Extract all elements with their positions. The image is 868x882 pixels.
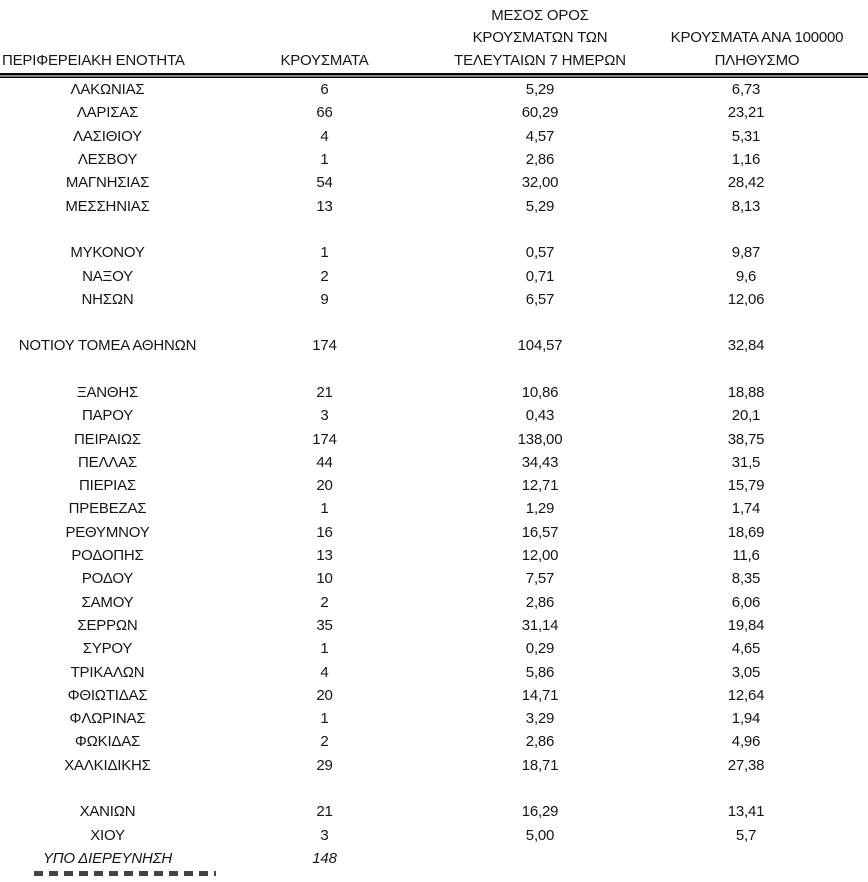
avg7-value: 5,00 (525, 826, 555, 844)
avg7-value: 0,57 (525, 244, 555, 262)
truncated-row-fragment (34, 871, 216, 876)
cases-value: 21 (316, 384, 333, 401)
avg7-value: 5,86 (525, 663, 555, 681)
per100k-value: 9,87 (731, 244, 761, 262)
cases-value: 2 (320, 733, 329, 751)
per100k-value: 38,75 (727, 430, 765, 448)
table-row (0, 78, 868, 101)
table-row (0, 637, 868, 660)
table-row (0, 194, 868, 217)
per100k-value: 13,41 (727, 803, 765, 821)
avg7-value: 5,29 (525, 81, 555, 99)
table-row (0, 707, 868, 730)
per100k-value: 5,31 (731, 127, 761, 145)
table-row (0, 474, 868, 497)
cases-value: 9 (320, 290, 329, 308)
table-row (0, 288, 868, 311)
per100k-value: 12,64 (727, 686, 765, 704)
per100k-value: 28,42 (727, 174, 765, 192)
table-header (0, 0, 868, 73)
cases-value: 174 (312, 337, 337, 355)
column-header-label-line: ΜΕΣΟΣ ΟΡΟΣ (491, 6, 589, 24)
region-name: ΠΡΕΒΕΖΑΣ (68, 500, 147, 518)
region-name: ΛΑΚΩΝΙΑΣ (70, 81, 145, 99)
region-name: ΤΡΙΚΑΛΩΝ (70, 663, 145, 681)
avg7-value: 138,00 (517, 430, 563, 448)
column-header-cases (215, 0, 434, 73)
region-name: ΝΗΣΩΝ (81, 290, 134, 308)
avg7-value: 4,57 (525, 127, 555, 145)
region-name: ΣΥΡΟΥ (82, 640, 133, 658)
cases-value: 1 (320, 151, 329, 169)
cases-value: 44 (316, 453, 333, 471)
table-row (0, 684, 868, 707)
per100k-value: 1,16 (731, 151, 761, 169)
per100k-value: 19,84 (727, 616, 765, 634)
region-name: ΥΠΟ ΔΙΕΡΕΥΝΗΣΗ (42, 849, 173, 867)
avg7-value: 2,86 (525, 151, 555, 169)
per100k-value: 11,6 (732, 547, 760, 565)
per100k-value: 6,73 (731, 81, 761, 99)
column-header-regional-unit (0, 0, 215, 73)
cases-value: 174 (312, 430, 337, 448)
per100k-value: 4,65 (731, 640, 761, 658)
cases-value: 13 (316, 197, 333, 215)
region-name: ΧΑΛΚΙΔΙΚΗΣ (64, 756, 151, 774)
region-name: ΠΑΡΟΥ (81, 407, 134, 425)
region-name: ΦΘΙΩΤΙΔΑΣ (67, 686, 148, 704)
per100k-value: 5,7 (735, 826, 757, 844)
table-row (0, 264, 868, 287)
table-row (0, 148, 868, 171)
avg7-value: 2,86 (525, 733, 555, 751)
per100k-value: 18,69 (727, 523, 765, 541)
spacer-row (0, 218, 868, 241)
per100k-value: 18,88 (727, 384, 765, 401)
table-row (0, 660, 868, 683)
avg7-value: 5,29 (525, 197, 555, 215)
region-name: ΦΩΚΙΔΑΣ (74, 733, 141, 751)
table-row (0, 544, 868, 567)
avg7-value: 6,57 (525, 290, 555, 308)
per100k-value: 8,13 (731, 197, 761, 215)
table-row (0, 847, 868, 870)
cases-value: 66 (316, 104, 333, 122)
column-header-label: ΚΡΟΥΣΜΑΤΑ (280, 51, 369, 69)
table-row (0, 824, 868, 847)
cases-value: 3 (320, 826, 329, 844)
avg7-value: 104,57 (517, 337, 563, 355)
column-header-cases-per-100000 (646, 0, 868, 73)
region-name: ΧΙΟΥ (90, 826, 125, 844)
avg7-value: 18,71 (521, 756, 559, 774)
cases-value: 35 (316, 616, 333, 634)
spacer-row (0, 311, 868, 334)
avg7-value: 7,57 (525, 570, 555, 588)
per100k-value: 4,96 (731, 733, 761, 751)
table-row (0, 427, 868, 450)
per100k-value: 12,06 (727, 290, 765, 308)
spacer-row (0, 358, 868, 381)
region-name: ΡΟΔΟΥ (81, 570, 134, 588)
column-header-label-line: ΠΛΗΘΥΣΜΟ (714, 51, 800, 69)
cases-value: 20 (316, 477, 333, 495)
cases-value: 10 (316, 570, 333, 588)
cases-value: 2 (320, 267, 329, 285)
cases-value: 4 (320, 127, 329, 145)
cases-value: 54 (316, 174, 333, 192)
per100k-value: 31,5 (731, 453, 761, 471)
per100k-value: 3,05 (731, 663, 761, 681)
table-row (0, 451, 868, 474)
table-row (0, 567, 868, 590)
region-name: ΡΟΔΟΠΗΣ (71, 547, 144, 565)
region-name: ΡΕΘΥΜΝΟΥ (65, 523, 150, 541)
cases-value: 6 (320, 81, 329, 99)
cases-value: 1 (320, 244, 329, 262)
region-name: ΝΟΤΙΟΥ ΤΟΜΕΑ ΑΘΗΝΩΝ (18, 337, 197, 355)
avg7-value: 12,00 (521, 547, 559, 565)
region-name: ΠΕΛΛΑΣ (78, 453, 137, 471)
cases-value: 4 (320, 663, 329, 681)
column-header-label: ΠΕΡΙΦΕΡΕΙΑΚΗ ΕΝΟΤΗΤΑ (2, 51, 185, 69)
cases-value: 1 (320, 500, 329, 518)
column-header-label-line: ΚΡΟΥΣΜΑΤΑ ΑΝΑ 100000 (670, 29, 844, 47)
per100k-value: 32,84 (727, 337, 765, 355)
per100k-value: 27,38 (727, 756, 765, 774)
column-header-label-line: ΚΡΟΥΣΜΑΤΩΝ ΤΩΝ (472, 29, 608, 47)
cases-value: 148 (312, 849, 337, 867)
table-row (0, 591, 868, 614)
cases-value: 1 (320, 710, 329, 728)
region-name: ΜΕΣΣΗΝΙΑΣ (65, 197, 150, 215)
avg7-value: 10,86 (521, 384, 559, 401)
cases-value: 1 (320, 640, 329, 658)
per100k-value: 8,35 (731, 570, 761, 588)
table-row (0, 125, 868, 148)
region-name: ΠΙΕΡΙΑΣ (78, 477, 137, 495)
avg7-value: 60,29 (521, 104, 559, 122)
avg7-value: 32,00 (521, 174, 559, 192)
avg7-value: 16,57 (521, 523, 559, 541)
cases-value: 13 (316, 547, 333, 565)
per100k-value: 6,06 (731, 593, 761, 611)
per100k-value: 20,1 (731, 407, 761, 425)
region-name: ΜΥΚΟΝΟΥ (70, 244, 145, 262)
per100k-value: 1,74 (731, 500, 761, 518)
table-row (0, 381, 868, 404)
region-name: ΞΑΝΘΗΣ (76, 384, 139, 401)
avg7-value: 0,43 (525, 407, 555, 425)
per100k-value: 1,94 (731, 710, 761, 728)
region-name: ΣΑΜΟΥ (81, 593, 134, 611)
table-row (0, 241, 868, 264)
cases-value: 3 (320, 407, 329, 425)
spacer-row (0, 777, 868, 800)
avg7-value: 14,71 (521, 686, 559, 704)
avg7-value: 0,29 (525, 640, 555, 658)
avg7-value: 0,71 (525, 267, 555, 285)
region-name: ΛΑΡΙΣΑΣ (76, 104, 139, 122)
table-row (0, 614, 868, 637)
region-name: ΛΑΣΙΘΙΟΥ (73, 127, 142, 145)
table-row (0, 101, 868, 124)
table-row (0, 730, 868, 753)
region-name: ΦΛΩΡΙΝΑΣ (69, 710, 146, 728)
avg7-value: 16,29 (521, 803, 559, 821)
region-name: ΣΕΡΡΩΝ (77, 616, 138, 634)
table-row (0, 404, 868, 427)
avg7-value: 31,14 (521, 616, 559, 634)
avg7-value: 1,29 (525, 500, 555, 518)
region-name: ΜΑΓΝΗΣΙΑΣ (65, 174, 150, 192)
table-row (0, 754, 868, 777)
avg7-value: 3,29 (525, 710, 555, 728)
avg7-value: 2,86 (525, 593, 555, 611)
cases-value: 2 (320, 593, 329, 611)
cases-value: 29 (316, 756, 333, 774)
region-name: ΛΕΣΒΟΥ (77, 151, 138, 169)
table-row (0, 171, 868, 194)
cases-value: 16 (316, 523, 333, 541)
cases-value: 20 (316, 686, 333, 704)
table-row (0, 334, 868, 357)
column-header-label-line: ΤΕΛΕΥΤΑΙΩΝ 7 ΗΜΕΡΩΝ (454, 51, 626, 69)
region-name: ΧΑΝΙΩΝ (79, 803, 136, 821)
column-header-7day-average (434, 0, 646, 73)
region-name: ΝΑΞΟΥ (82, 267, 133, 285)
table-row (0, 521, 868, 544)
avg7-value: 12,71 (521, 477, 559, 495)
region-name: ΠΕΙΡΑΙΩΣ (74, 430, 141, 448)
table-row (0, 800, 868, 823)
per100k-value: 15,79 (727, 477, 765, 495)
cases-value: 21 (316, 803, 333, 821)
table-body (0, 78, 868, 870)
per100k-value: 23,21 (727, 104, 765, 122)
per100k-value: 9,6 (735, 267, 757, 285)
avg7-value: 34,43 (521, 453, 559, 471)
table-row (0, 497, 868, 520)
